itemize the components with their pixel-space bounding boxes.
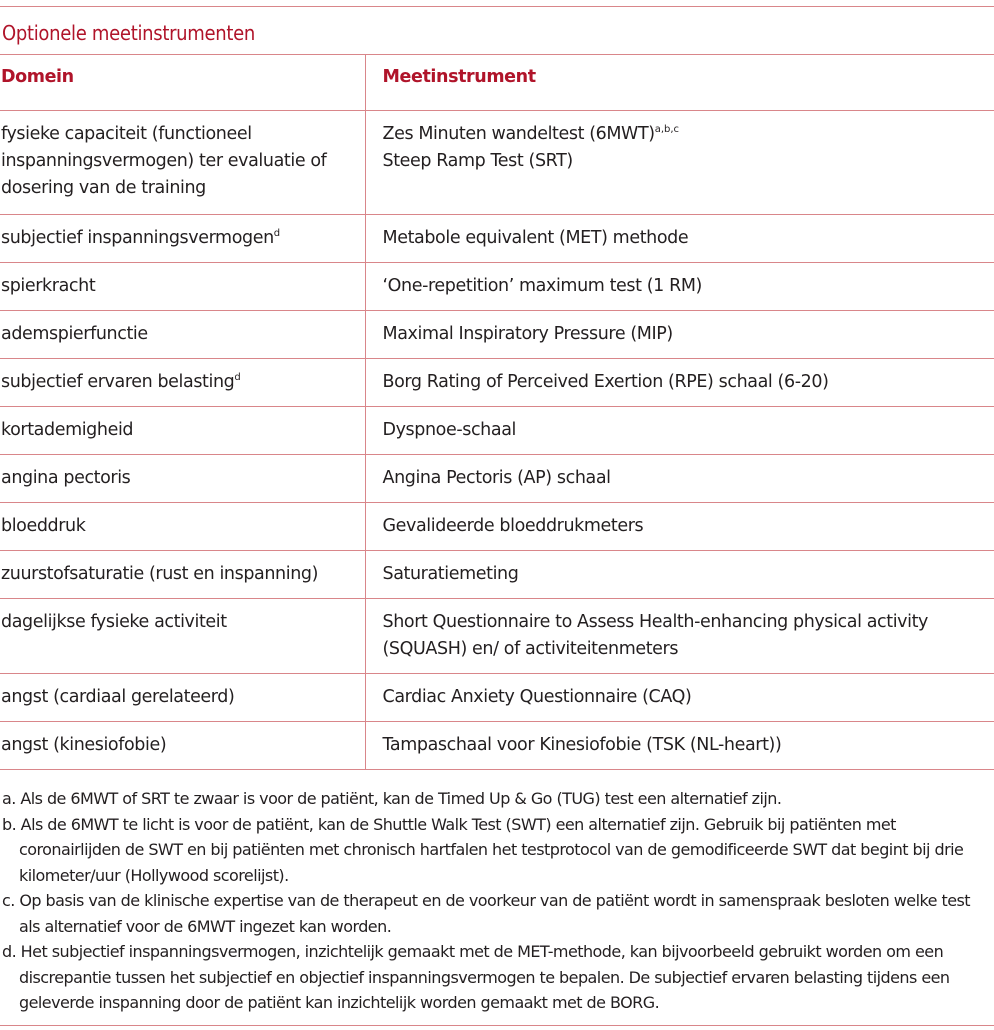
table-title: Optionele meetinstrumenten xyxy=(2,21,256,45)
table-row xyxy=(0,551,994,599)
table-row xyxy=(0,215,994,263)
instrument-text: Angina Pectoris (AP) schaal xyxy=(382,468,611,488)
instrument-text: Cardiac Anxiety Questionnaire (CAQ) xyxy=(382,687,692,707)
instrument-cell xyxy=(365,263,994,311)
instrument-text: Gevalideerde bloeddrukmeters xyxy=(382,516,644,536)
domain-cell xyxy=(0,722,365,770)
table-row xyxy=(0,263,994,311)
domain-cell xyxy=(0,455,365,503)
instrument-cell xyxy=(365,722,994,770)
domain-text: kortademigheid xyxy=(1,420,134,440)
instrument-cell xyxy=(365,111,994,215)
instrument-cell xyxy=(365,599,994,674)
domain-text: ademspierfunctie xyxy=(1,324,148,344)
table-row xyxy=(0,503,994,551)
domain-cell xyxy=(0,551,365,599)
domain-text: subjectief inspanningsvermogen xyxy=(1,228,274,248)
table-row xyxy=(0,722,994,770)
instrument-cell xyxy=(365,359,994,407)
domain-cell xyxy=(0,407,365,455)
instrument-text: Saturatiemeting xyxy=(382,564,519,584)
instrument-cell xyxy=(365,311,994,359)
table-row xyxy=(0,674,994,722)
table-row xyxy=(0,599,994,674)
domain-text: angst (cardiaal gerelateerd) xyxy=(1,687,235,707)
table-row xyxy=(0,359,994,407)
table-row xyxy=(0,311,994,359)
instrument-cell xyxy=(365,674,994,722)
instrument-text: Maximal Inspiratory Pressure (MIP) xyxy=(382,324,673,344)
instrument-cell xyxy=(365,215,994,263)
document-page xyxy=(0,6,994,1026)
measurement-table xyxy=(0,54,994,770)
footnote-a: a. Als de 6MWT of SRT te zwaar is voor de patiënt, kan de Timed Up & Go (TUG) test een alternatief zijn. xyxy=(2,789,782,808)
domain-cell xyxy=(0,111,365,215)
table-header-row xyxy=(0,55,994,111)
footnote-ref: d xyxy=(273,228,281,239)
instrument-text: ‘One-repetition’ maximum test (1 RM) xyxy=(382,276,702,296)
footnote-ref: a,b,c xyxy=(654,124,680,135)
instrument-text: Zes Minuten wandeltest (6MWT) xyxy=(382,124,655,144)
domain-cell xyxy=(0,674,365,722)
domain-cell xyxy=(0,311,365,359)
footnote-c: c. Op basis van de klinische expertise van de therapeut en de voorkeur van de patiënt wordt in samenspraak besloten welke test als alternatief voor de 6MWT ingezet kan worden. xyxy=(2,891,970,936)
domain-cell xyxy=(0,503,365,551)
domain-text: fysieke capaciteit (functioneel inspanningsvermogen) ter evaluatie of dosering van de training xyxy=(1,124,327,198)
domain-text: angst (kinesiofobie) xyxy=(1,735,167,755)
column-header-domein: Domein xyxy=(0,55,365,111)
domain-text: spierkracht xyxy=(1,276,96,296)
domain-text: zuurstofsaturatie (rust en inspanning) xyxy=(1,564,319,584)
table-row xyxy=(0,111,994,215)
domain-cell xyxy=(0,359,365,407)
footnote-ref: d xyxy=(234,372,241,383)
domain-cell xyxy=(0,599,365,674)
instrument-text: Metabole equivalent (MET) methode xyxy=(382,228,689,248)
instrument-cell xyxy=(365,455,994,503)
domain-text: bloeddruk xyxy=(1,516,86,536)
instrument-text: Borg Rating of Perceived Exertion (RPE) schaal (6-20) xyxy=(382,372,829,392)
instrument-cell xyxy=(365,503,994,551)
instrument-text: Tampaschaal voor Kinesiofobie (TSK (NL-heart)) xyxy=(382,735,782,755)
domain-text: subjectief ervaren belasting xyxy=(1,372,235,392)
instrument-cell xyxy=(365,551,994,599)
table-row xyxy=(0,455,994,503)
domain-text: dagelijkse fysieke activiteit xyxy=(1,612,227,632)
column-header-meetinstrument: Meetinstrument xyxy=(365,55,994,111)
table-row xyxy=(0,407,994,455)
domain-cell xyxy=(0,215,365,263)
instrument-cell xyxy=(365,407,994,455)
instrument-text: Dyspnoe-schaal xyxy=(382,420,516,440)
domain-cell xyxy=(0,263,365,311)
footnote-b: b. Als de 6MWT te licht is voor de patiënt, kan de Shuttle Walk Test (SWT) een alternatief zijn. Gebruik bij patiënten met coronairlijden de SWT en bij patiënten met chronisch hartfalen het testprotocol van de gemodificeerde SWT dat begint bij drie kilometer/uur (Hollywood scorelijst). xyxy=(2,814,964,885)
instrument-text: Steep Ramp Test (SRT) xyxy=(382,151,573,171)
footnotes xyxy=(0,770,994,1016)
footnote-d: d. Het subjectief inspanningsvermogen, inzichtelijk gemaakt met de MET-methode, kan bijvoorbeeld gebruikt worden om een discrepantie tussen het subjectief en objectief inspanningsvermogen te bepalen. De subjectief ervaren belasting tijdens een geleverde inspanning door de patiënt kan inzichtelijk worden gemaakt met de BORG. xyxy=(2,942,950,1012)
instrument-text: Short Questionnaire to Assess Health-enhancing physical activity (SQUASH) en/ of activiteitenmeters xyxy=(382,612,929,659)
domain-text: angina pectoris xyxy=(1,468,131,488)
bottom-divider xyxy=(0,1025,994,1026)
